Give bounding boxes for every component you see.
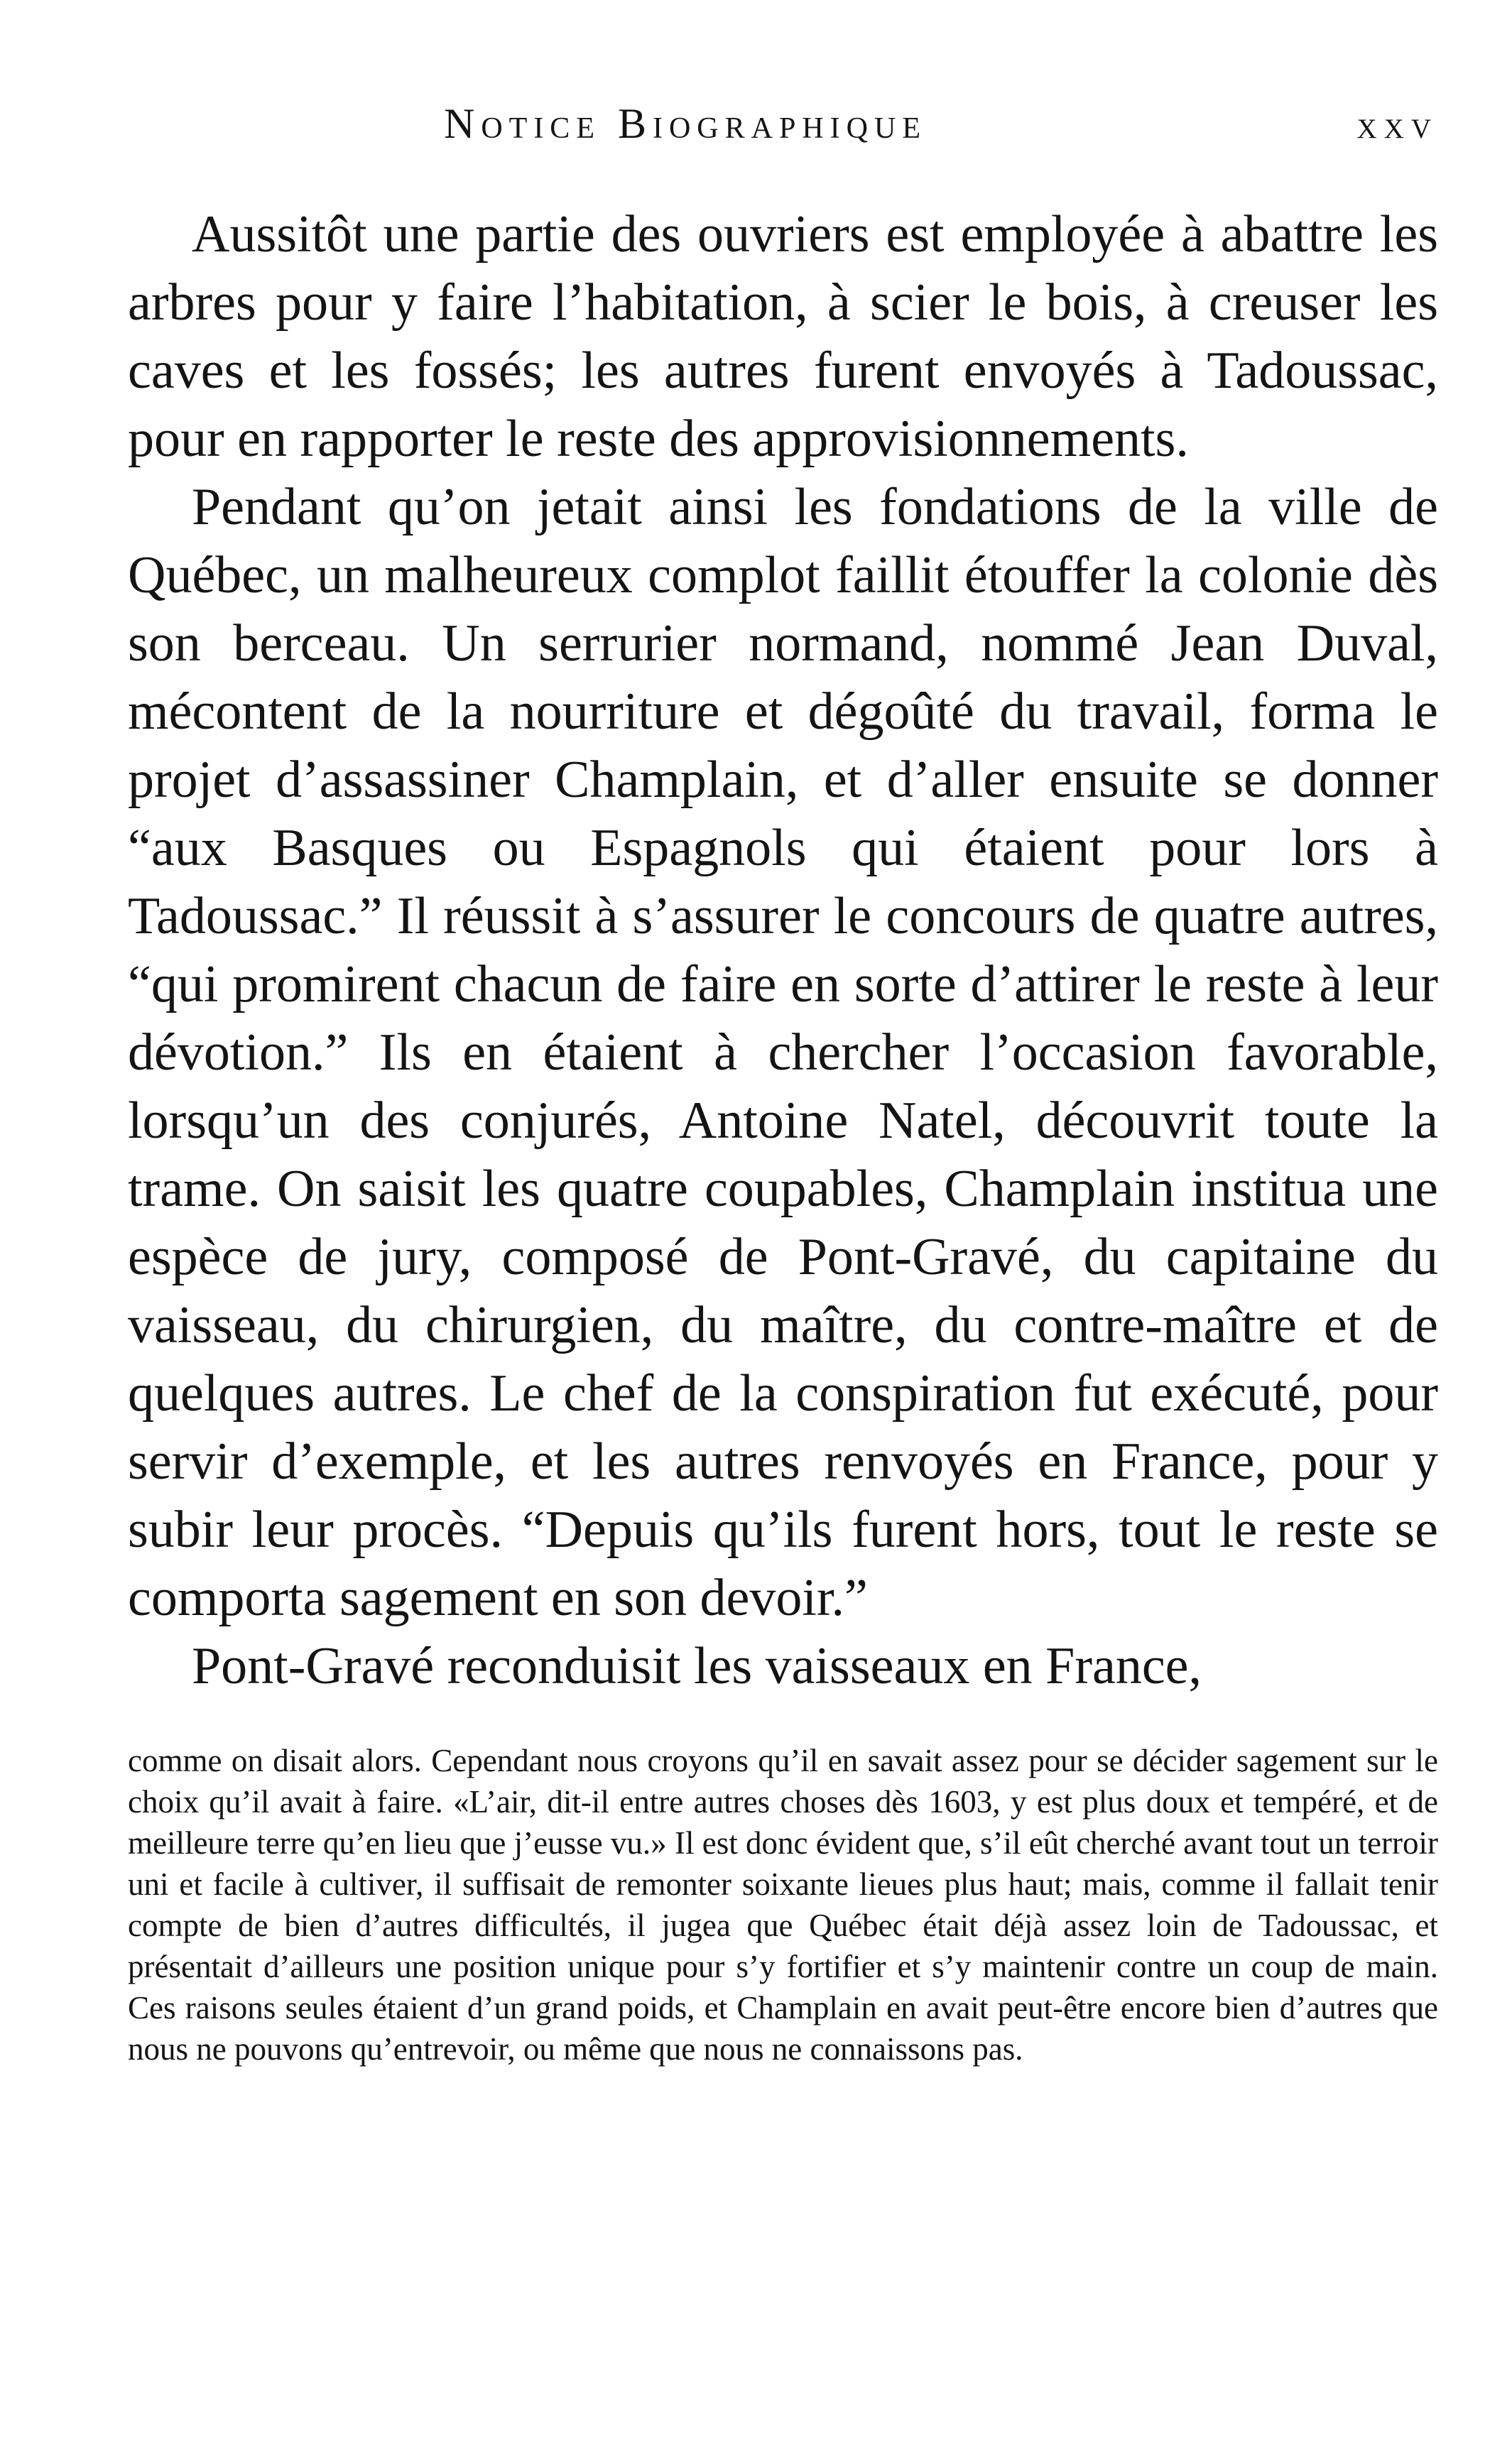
running-title: Notice Biographique <box>444 100 927 147</box>
book-page <box>128 99 1438 2070</box>
paragraph: Pont-Gravé reconduisit les vaisseaux en France, <box>192 1637 1202 1695</box>
main-text <box>128 200 1438 1700</box>
footnote <box>128 1740 1438 2070</box>
footnote-text: comme on disait alors. Cependant nous croyons qu’il en savait assez pour se décider sagement sur le choix qu’il avait à faire. «L’air, dit-il entre autres choses dès 1603, y est plus doux et tempéré, et de meilleure terre qu’en lieu que j’eusse vu.» Il est donc évident que, s’il eût cherché avant tout un terroir uni et facile à cultiver, il suffisait de remonter soixante lieues plus haut; mais, comme il fallait tenir compte de bien d’autres difficultés, il jugea que Québec était déjà assez loin de Tadoussac, et présentait d’ailleurs une position unique pour s’y fortifier et s’y maintenir contre un coup de main. Ces raisons seules étaient d’un grand poids, et Champlain en avait peut-être encore bien d’autres que nous ne pouvons qu’entrevoir, ou même que nous ne connaissons pas. <box>128 1743 1438 2067</box>
paragraph: Pendant qu’on jetait ainsi les fondations de la ville de Québec, un malheureux complot faillit étouffer la colonie dès son berceau. Un serrurier normand, nommé Jean Duval, mécontent de la nourriture et dégoûté du travail, forma le projet d’assassiner Champlain, et d’aller ensuite se donner “aux Basques ou Espagnols qui étaient pour lors à Tadoussac.” Il réussit à s’assurer le concours de quatre autres, “qui promirent chacun de faire en sorte d’attirer le reste à leur dévotion.” Ils en étaient à chercher l’occasion favorable, lorsqu’un des conjurés, Antoine Natel, découvrit toute la trame. On saisit les quatre coupables, Champlain institua une espèce de jury, composé de Pont-Gravé, du capitaine du vaisseau, du chirurgien, du maître, du contre-maître et de quelques autres. Le chef de la conspiration fut exécuté, pour servir d’exemple, et les autres renvoyés en France, pour y subir leur procès. “Depuis qu’ils furent hors, tout le reste se comporta sagement en son devoir.” <box>128 478 1438 1627</box>
page-number: xxv <box>1356 103 1438 147</box>
paragraph: Aussitôt une partie des ouvriers est employée à abattre les arbres pour y faire l’habitation, à scier le bois, à creuser les caves et les fossés; les autres furent envoyés à Tadoussac, pour en rapporter le reste des approvisionnements. <box>128 205 1438 468</box>
running-head <box>128 99 1438 170</box>
